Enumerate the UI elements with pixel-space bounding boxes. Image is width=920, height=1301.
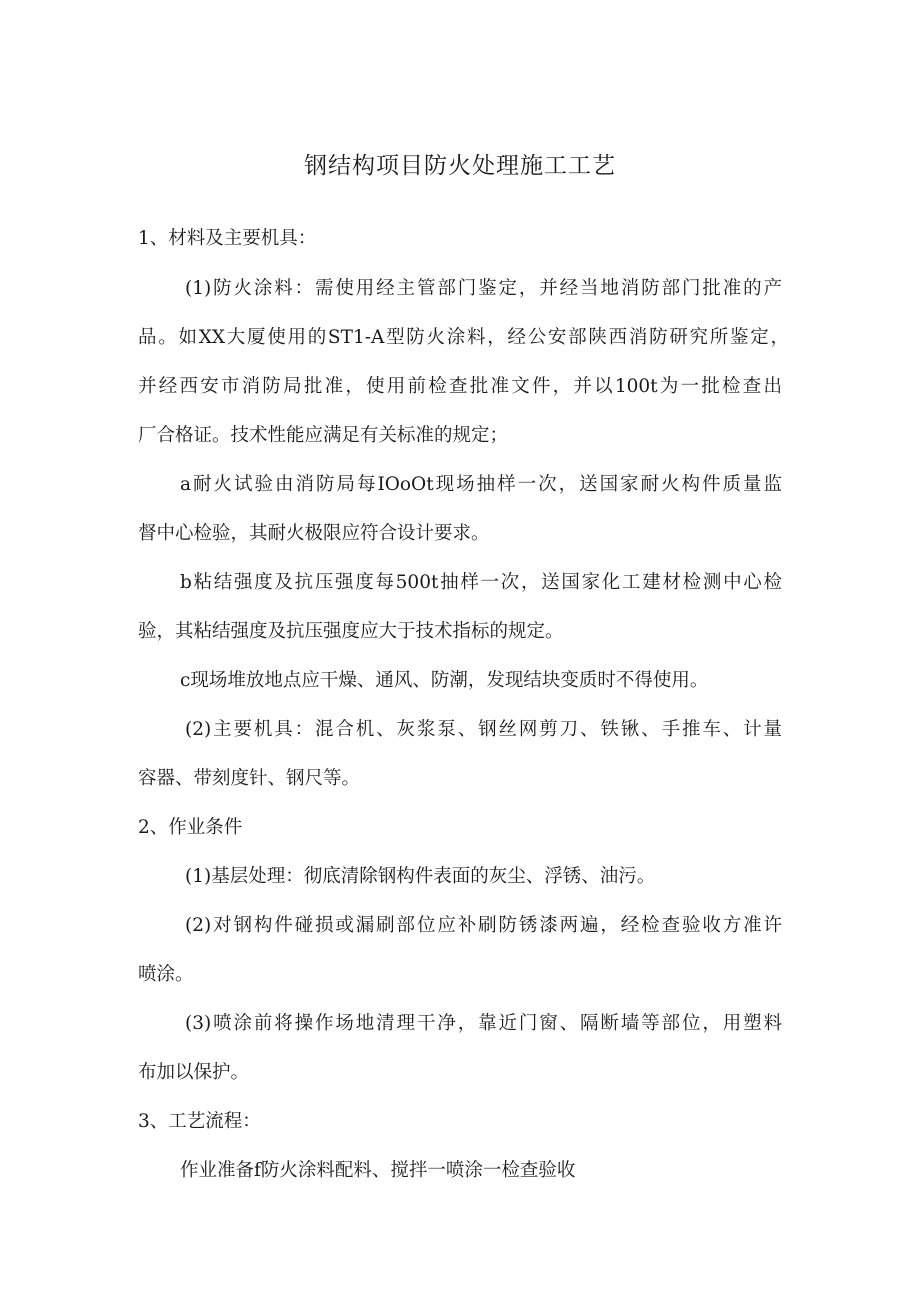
- paragraph-line: (2)对钢构件碰损或漏刷部位应补刷防锈漆两遍，经检查验收方准许: [185, 915, 782, 936]
- paragraph-line: 容器、带刻度针、钢尺等。: [138, 768, 361, 789]
- section-heading: 3、工艺流程：: [138, 1111, 261, 1132]
- paragraph-line: (3)喷涂前将操作场地清理干净，靠近门窗、隔断墙等部位，用塑料: [185, 1013, 782, 1034]
- paragraph-line: (1)防火涂料：需使用经主管部门鉴定，并经当地消防部门批准的产: [185, 278, 782, 299]
- paragraph-line: b粘结强度及抗压强度每500t抽样一次，送国家化工建材检测中心检: [180, 572, 782, 593]
- paragraph-line: 作业准备f防火涂料配料、搅拌一喷涂一检查验收: [180, 1160, 576, 1181]
- paragraph-line: 品。如XX大厦使用的ST1-A型防火涂料，经公安部陕西消防研究所鉴定，: [138, 327, 789, 348]
- paragraph-line: 厂合格证。技术性能应满足有关标准的规定；: [138, 425, 509, 446]
- paragraph-line: 布加以保护。: [138, 1062, 250, 1083]
- paragraph-line: c现场堆放地点应干燥、通风、防潮，发现结块变质时不得使用。: [180, 670, 709, 691]
- section-heading: 1、材料及主要机具：: [138, 228, 317, 249]
- paragraph-line: (2)主要机具：混合机、灰浆泵、钢丝网剪刀、铁锹、手推车、计量: [185, 719, 782, 740]
- paragraph-line: 并经西安市消防局批准，使用前检查批准文件，并以100t为一批检查出: [138, 376, 782, 397]
- section-heading: 2、作业条件: [138, 817, 243, 838]
- paragraph-line: a耐火试验由消防局每IOoOt现场抽样一次，送国家耐火构件质量监: [180, 474, 782, 495]
- document-title: 钢结构项目防火处理施工工艺: [304, 153, 616, 179]
- paragraph-line: 验，其粘结强度及抗压强度应大于技术指标的规定。: [138, 621, 564, 642]
- paragraph-line: 喷涂。: [138, 964, 194, 985]
- paragraph-line: 督中心检验，其耐火极限应符合设计要求。: [138, 523, 490, 544]
- paragraph-line: (1)基层处理：彻底清除钢构件表面的灰尘、浮锈、油污。: [185, 866, 656, 887]
